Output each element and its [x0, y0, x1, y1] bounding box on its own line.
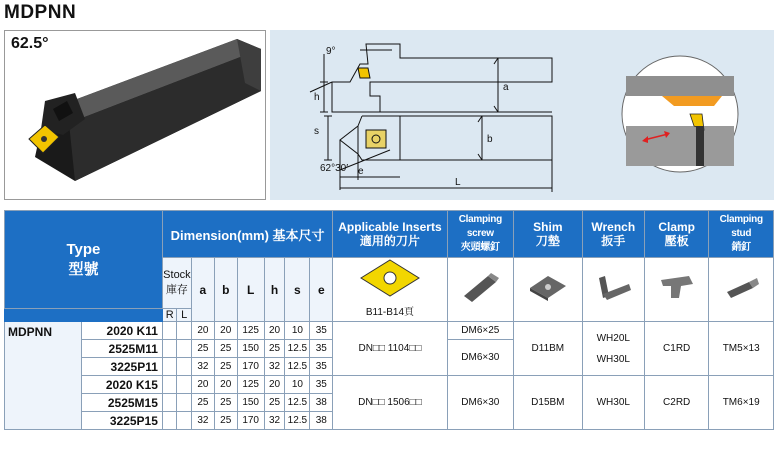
type-header-label-cn: 型號 [68, 260, 99, 278]
wrench-icon [591, 270, 635, 304]
clamping-stud-icon [719, 270, 763, 304]
label-b: b [487, 134, 493, 145]
stock-l-cell [177, 322, 192, 340]
specification-table [4, 210, 774, 430]
dim-cell: 35 [310, 376, 333, 394]
stud-cell: TM5×13 [709, 322, 774, 376]
dim-s-header: s [285, 258, 310, 322]
clamping-screw-header-label: Clamping screw [458, 214, 502, 239]
wrench-value: WH30L [596, 353, 630, 365]
dim-h-header: h [264, 258, 285, 322]
wrench-image-cell [582, 258, 644, 322]
dim-a-header: a [191, 258, 214, 322]
clamp-cell: C2RD [644, 376, 708, 430]
dimension-diagram [270, 30, 774, 200]
insert-cell: DN□□ 1506□□ [333, 376, 447, 430]
dim-cell: 10 [285, 376, 310, 394]
dim-cell: 25 [214, 394, 237, 412]
wrench-value: WH20L [596, 332, 630, 344]
clamping-screw-image-cell [447, 258, 513, 322]
model-cell: 2525M11 [81, 340, 162, 358]
dim-cell: 12.5 [285, 358, 310, 376]
clamp-header [644, 211, 708, 258]
wrench-header-label-cn: 扳手 [601, 234, 626, 248]
stock-r-cell [162, 394, 177, 412]
type-header-spacer [5, 309, 163, 322]
stock-r-header: R [162, 309, 177, 322]
stock-r-cell [162, 412, 177, 430]
dim-cell: 32 [191, 412, 214, 430]
stock-r-cell [162, 376, 177, 394]
insert-image-cell [333, 258, 447, 322]
dim-cell: 20 [191, 376, 214, 394]
clamping-stud-image-cell [709, 258, 774, 322]
shim-header-label: Shim [533, 220, 563, 234]
model-cell: 3225P15 [81, 412, 162, 430]
screw-cell: DM6×30 [447, 376, 513, 430]
inserts-header [333, 211, 447, 258]
clamping-stud-header-label-cn: 銷釘 [731, 242, 751, 253]
wrench-header [582, 211, 644, 258]
clamping-screw-header-label-cn: 夾頭螺釘 [460, 242, 500, 253]
dim-cell: 170 [237, 358, 264, 376]
dim-cell: 150 [237, 394, 264, 412]
model-cell: 2525M15 [81, 394, 162, 412]
tool-photo [4, 30, 266, 200]
dim-cell: 25 [214, 358, 237, 376]
clamping-screw-icon [458, 270, 502, 304]
shim-cell: D11BM [514, 322, 583, 376]
dim-cell: 20 [264, 322, 285, 340]
wrench-header-label: Wrench [591, 220, 636, 234]
type-name-cell: MDPNN [5, 322, 82, 430]
dim-cell: 20 [214, 376, 237, 394]
clamping-stud-header [709, 211, 774, 258]
shim-icon [526, 272, 570, 302]
dim-e-header: e [310, 258, 333, 322]
clamp-image-cell [644, 258, 708, 322]
label-s: s [314, 126, 319, 137]
type-header-label: Type [66, 240, 101, 258]
dim-cell: 25 [191, 340, 214, 358]
dim-cell: 12.5 [285, 394, 310, 412]
dimension-drawing [270, 30, 774, 200]
stock-l-cell [177, 358, 192, 376]
type-header [5, 211, 163, 309]
label-bottom-angle: 62°30′ [320, 163, 349, 174]
clamp-cell: C1RD [644, 322, 708, 376]
stock-r-cell [162, 358, 177, 376]
dim-cell: 25 [214, 340, 237, 358]
label-L: L [455, 177, 461, 188]
model-cell: 2020 K11 [81, 322, 162, 340]
inserts-header-label-cn: 適用的刀片 [359, 234, 420, 248]
table-row [5, 376, 774, 394]
dim-cell: 125 [237, 376, 264, 394]
label-h: h [314, 92, 320, 103]
clamping-screw-header [447, 211, 513, 258]
dim-cell: 32 [264, 358, 285, 376]
inserts-header-label: Applicable Inserts [338, 220, 442, 234]
tool-holder-image [5, 31, 266, 200]
dim-b-header: b [214, 258, 237, 322]
label-a: a [503, 82, 509, 93]
dim-cell: 35 [310, 358, 333, 376]
stock-header: Stock 庫存 [162, 258, 191, 309]
stock-l-header: L [177, 309, 192, 322]
approach-angle-label: 62.5° [11, 35, 49, 52]
dim-L-header: L [237, 258, 264, 322]
detail-view [622, 56, 738, 172]
dim-cell: 38 [310, 412, 333, 430]
wrench-cell: WH30L [582, 376, 644, 430]
dim-cell: 125 [237, 322, 264, 340]
dim-cell: 32 [191, 358, 214, 376]
stock-r-cell [162, 322, 177, 340]
table-row [5, 322, 774, 340]
clamp-icon [655, 270, 699, 304]
clamping-stud-header-label: Clamping stud [719, 214, 763, 239]
dim-cell: 12.5 [285, 412, 310, 430]
dim-cell: 25 [214, 412, 237, 430]
stock-l-cell [177, 376, 192, 394]
stock-l-cell [177, 412, 192, 430]
dimension-header: Dimension(mm) 基本尺寸 [162, 211, 332, 258]
dim-cell: 20 [214, 322, 237, 340]
dim-cell: 12.5 [285, 340, 310, 358]
dim-cell: 32 [264, 412, 285, 430]
stock-l-cell [177, 394, 192, 412]
page-title: MDPNN [4, 2, 77, 23]
shim-header-label-cn: 刀墊 [535, 234, 560, 248]
stock-r-cell [162, 340, 177, 358]
label-top-angle: 9° [326, 46, 336, 57]
model-cell: 3225P11 [81, 358, 162, 376]
dim-cell: 25 [264, 394, 285, 412]
clamp-header-label: Clamp [658, 220, 695, 234]
insert-cell: DN□□ 1104□□ [333, 322, 447, 376]
shim-header [514, 211, 583, 258]
dim-cell: 10 [285, 322, 310, 340]
dim-cell: 25 [191, 394, 214, 412]
screw-cell: DM6×25 [447, 322, 513, 340]
stud-cell: TM6×19 [709, 376, 774, 430]
insert-icon [357, 258, 423, 298]
dim-cell: 20 [191, 322, 214, 340]
model-cell: 2020 K15 [81, 376, 162, 394]
dim-cell: 150 [237, 340, 264, 358]
dim-cell: 25 [264, 340, 285, 358]
wrench-cell [582, 322, 644, 376]
dim-cell: 38 [310, 394, 333, 412]
screw-cell: DM6×30 [447, 340, 513, 376]
dim-cell: 20 [264, 376, 285, 394]
dim-cell: 35 [310, 322, 333, 340]
clamp-header-label-cn: 壓板 [664, 234, 689, 248]
stock-l-cell [177, 340, 192, 358]
shim-image-cell [514, 258, 583, 322]
shim-cell: D15BM [514, 376, 583, 430]
dim-cell: 35 [310, 340, 333, 358]
label-e: e [358, 166, 364, 177]
dim-cell: 170 [237, 412, 264, 430]
insert-page-ref: B11-B14頁 [365, 307, 415, 318]
